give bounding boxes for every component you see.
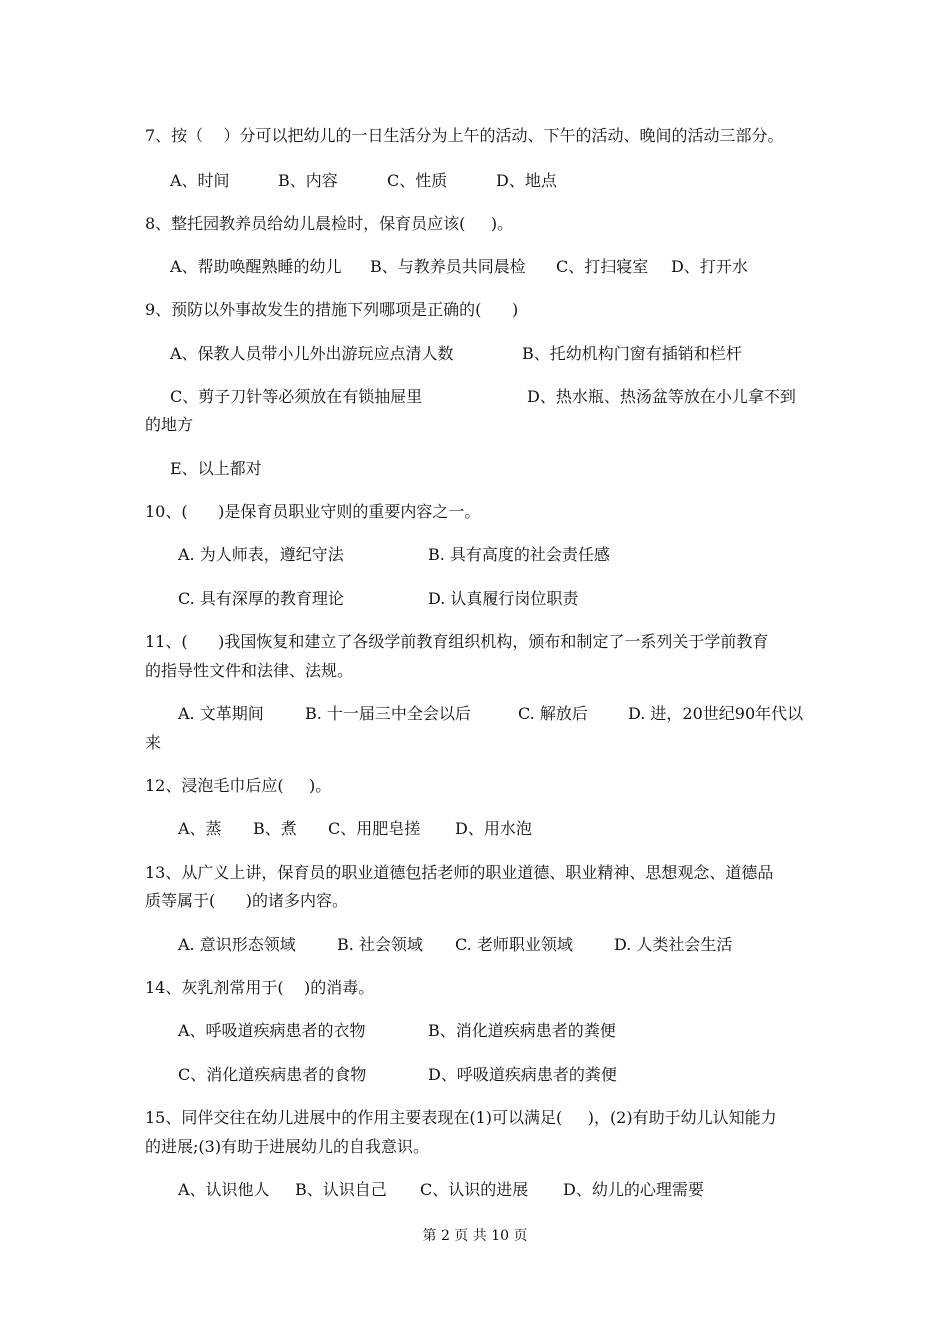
question-11-stem-line-1: 11、( )我国恢复和建立了各级学前教育组织机构，颁布和制定了一系列关于学前教育: [145, 632, 769, 651]
question-7-stem: 7、按（ ）分可以把幼儿的一日生活分为上午的活动、下午的活动、晚间的活动三部分。: [145, 126, 784, 145]
question-11-option-d-continued: 来: [145, 733, 162, 752]
question-8-option-d: D、打开水: [671, 257, 748, 276]
question-15-stem-line-2: 的进展;(3)有助于进展幼儿的自我意识。: [145, 1137, 430, 1156]
question-9-option-c: C、剪子刀针等必须放在有锁抽屉里: [170, 387, 423, 406]
question-12-option-d: D、用水泡: [455, 819, 532, 838]
question-15-option-d: D、幼儿的心理需要: [563, 1180, 704, 1199]
question-11-stem-line-2: 的指导性文件和法律、法规。: [145, 661, 354, 680]
question-10-stem: 10、( )是保育员职业守则的重要内容之一。: [145, 502, 481, 521]
question-15-stem-line-1: 15、同伴交往在幼儿进展中的作用主要表现在(1)可以满足( )，(2)有助于幼儿认知能力: [145, 1108, 777, 1127]
question-12-stem: 12、浸泡毛巾后应( )。: [145, 776, 332, 795]
question-10-option-a: A. 为人师表，遵纪守法: [178, 545, 344, 564]
question-14-option-b: B、消化道疾病患者的粪便: [428, 1021, 616, 1040]
question-7-option-a: A、时间: [170, 171, 230, 190]
question-13-stem-line-1: 13、从广义上讲，保育员的职业道德包括老师的职业道德、职业精神、思想观念、道德品: [145, 863, 774, 882]
question-14-option-a: A、呼吸道疾病患者的衣物: [178, 1021, 366, 1040]
question-7-option-d: D、地点: [496, 171, 557, 190]
question-15-option-a: A、认识他人: [178, 1180, 270, 1199]
question-12-option-c: C、用肥皂搓: [328, 819, 421, 838]
question-9-option-e: E、以上都对: [170, 459, 262, 478]
question-13-option-a: A. 意识形态领域: [178, 935, 296, 954]
question-10-option-b: B. 具有高度的社会责任感: [428, 545, 610, 564]
question-12-option-a: A、蒸: [178, 819, 222, 838]
question-7-option-c: C、性质: [387, 171, 448, 190]
question-11-option-b: B. 十一届三中全会以后: [305, 704, 471, 723]
question-9-option-d-continued: 的地方: [145, 415, 194, 434]
question-14-stem: 14、灰乳剂常用于( )的消毒。: [145, 978, 375, 997]
question-12-option-b: B、煮: [253, 819, 297, 838]
question-8-option-c: C、打扫寝室: [556, 257, 649, 276]
question-15-option-c: C、认识的进展: [420, 1180, 529, 1199]
question-9-option-d: D、热水瓶、热汤盆等放在小儿拿不到: [527, 387, 796, 406]
question-8-option-b: B、与教养员共同晨检: [370, 257, 526, 276]
question-11-option-d: D. 进，20世纪90年代以: [628, 704, 804, 723]
question-13-option-d: D. 人类社会生活: [614, 935, 733, 954]
question-9-option-a: A、保教人员带小儿外出游玩应点清人数: [170, 344, 454, 363]
question-10-option-c: C. 具有深厚的教育理论: [178, 589, 344, 608]
question-13-option-c: C. 老师职业领域: [455, 935, 573, 954]
question-8-option-a: A、帮助唤醒熟睡的幼儿: [170, 257, 342, 276]
question-11-option-a: A. 文革期间: [178, 704, 264, 723]
page-number-footer: 第 2 页 共 10 页: [422, 1228, 528, 1244]
question-7-option-b: B、内容: [278, 171, 338, 190]
question-14-option-c: C、消化道疾病患者的食物: [178, 1065, 367, 1084]
question-14-option-d: D、呼吸道疾病患者的粪便: [428, 1065, 617, 1084]
question-8-stem: 8、整托园教养员给幼儿晨检时，保育员应该( )。: [145, 214, 514, 233]
question-9-option-b: B、托幼机构门窗有插销和栏杆: [522, 344, 742, 363]
question-9-stem: 9、预防以外事故发生的措施下列哪项是正确的( ): [145, 300, 519, 319]
question-10-option-d: D. 认真履行岗位职责: [428, 589, 579, 608]
question-13-stem-line-2: 质等属于( )的诸多内容。: [145, 891, 349, 910]
question-11-option-c: C. 解放后: [518, 704, 588, 723]
question-15-option-b: B、认识自己: [295, 1180, 387, 1199]
question-13-option-b: B. 社会领域: [337, 935, 423, 954]
